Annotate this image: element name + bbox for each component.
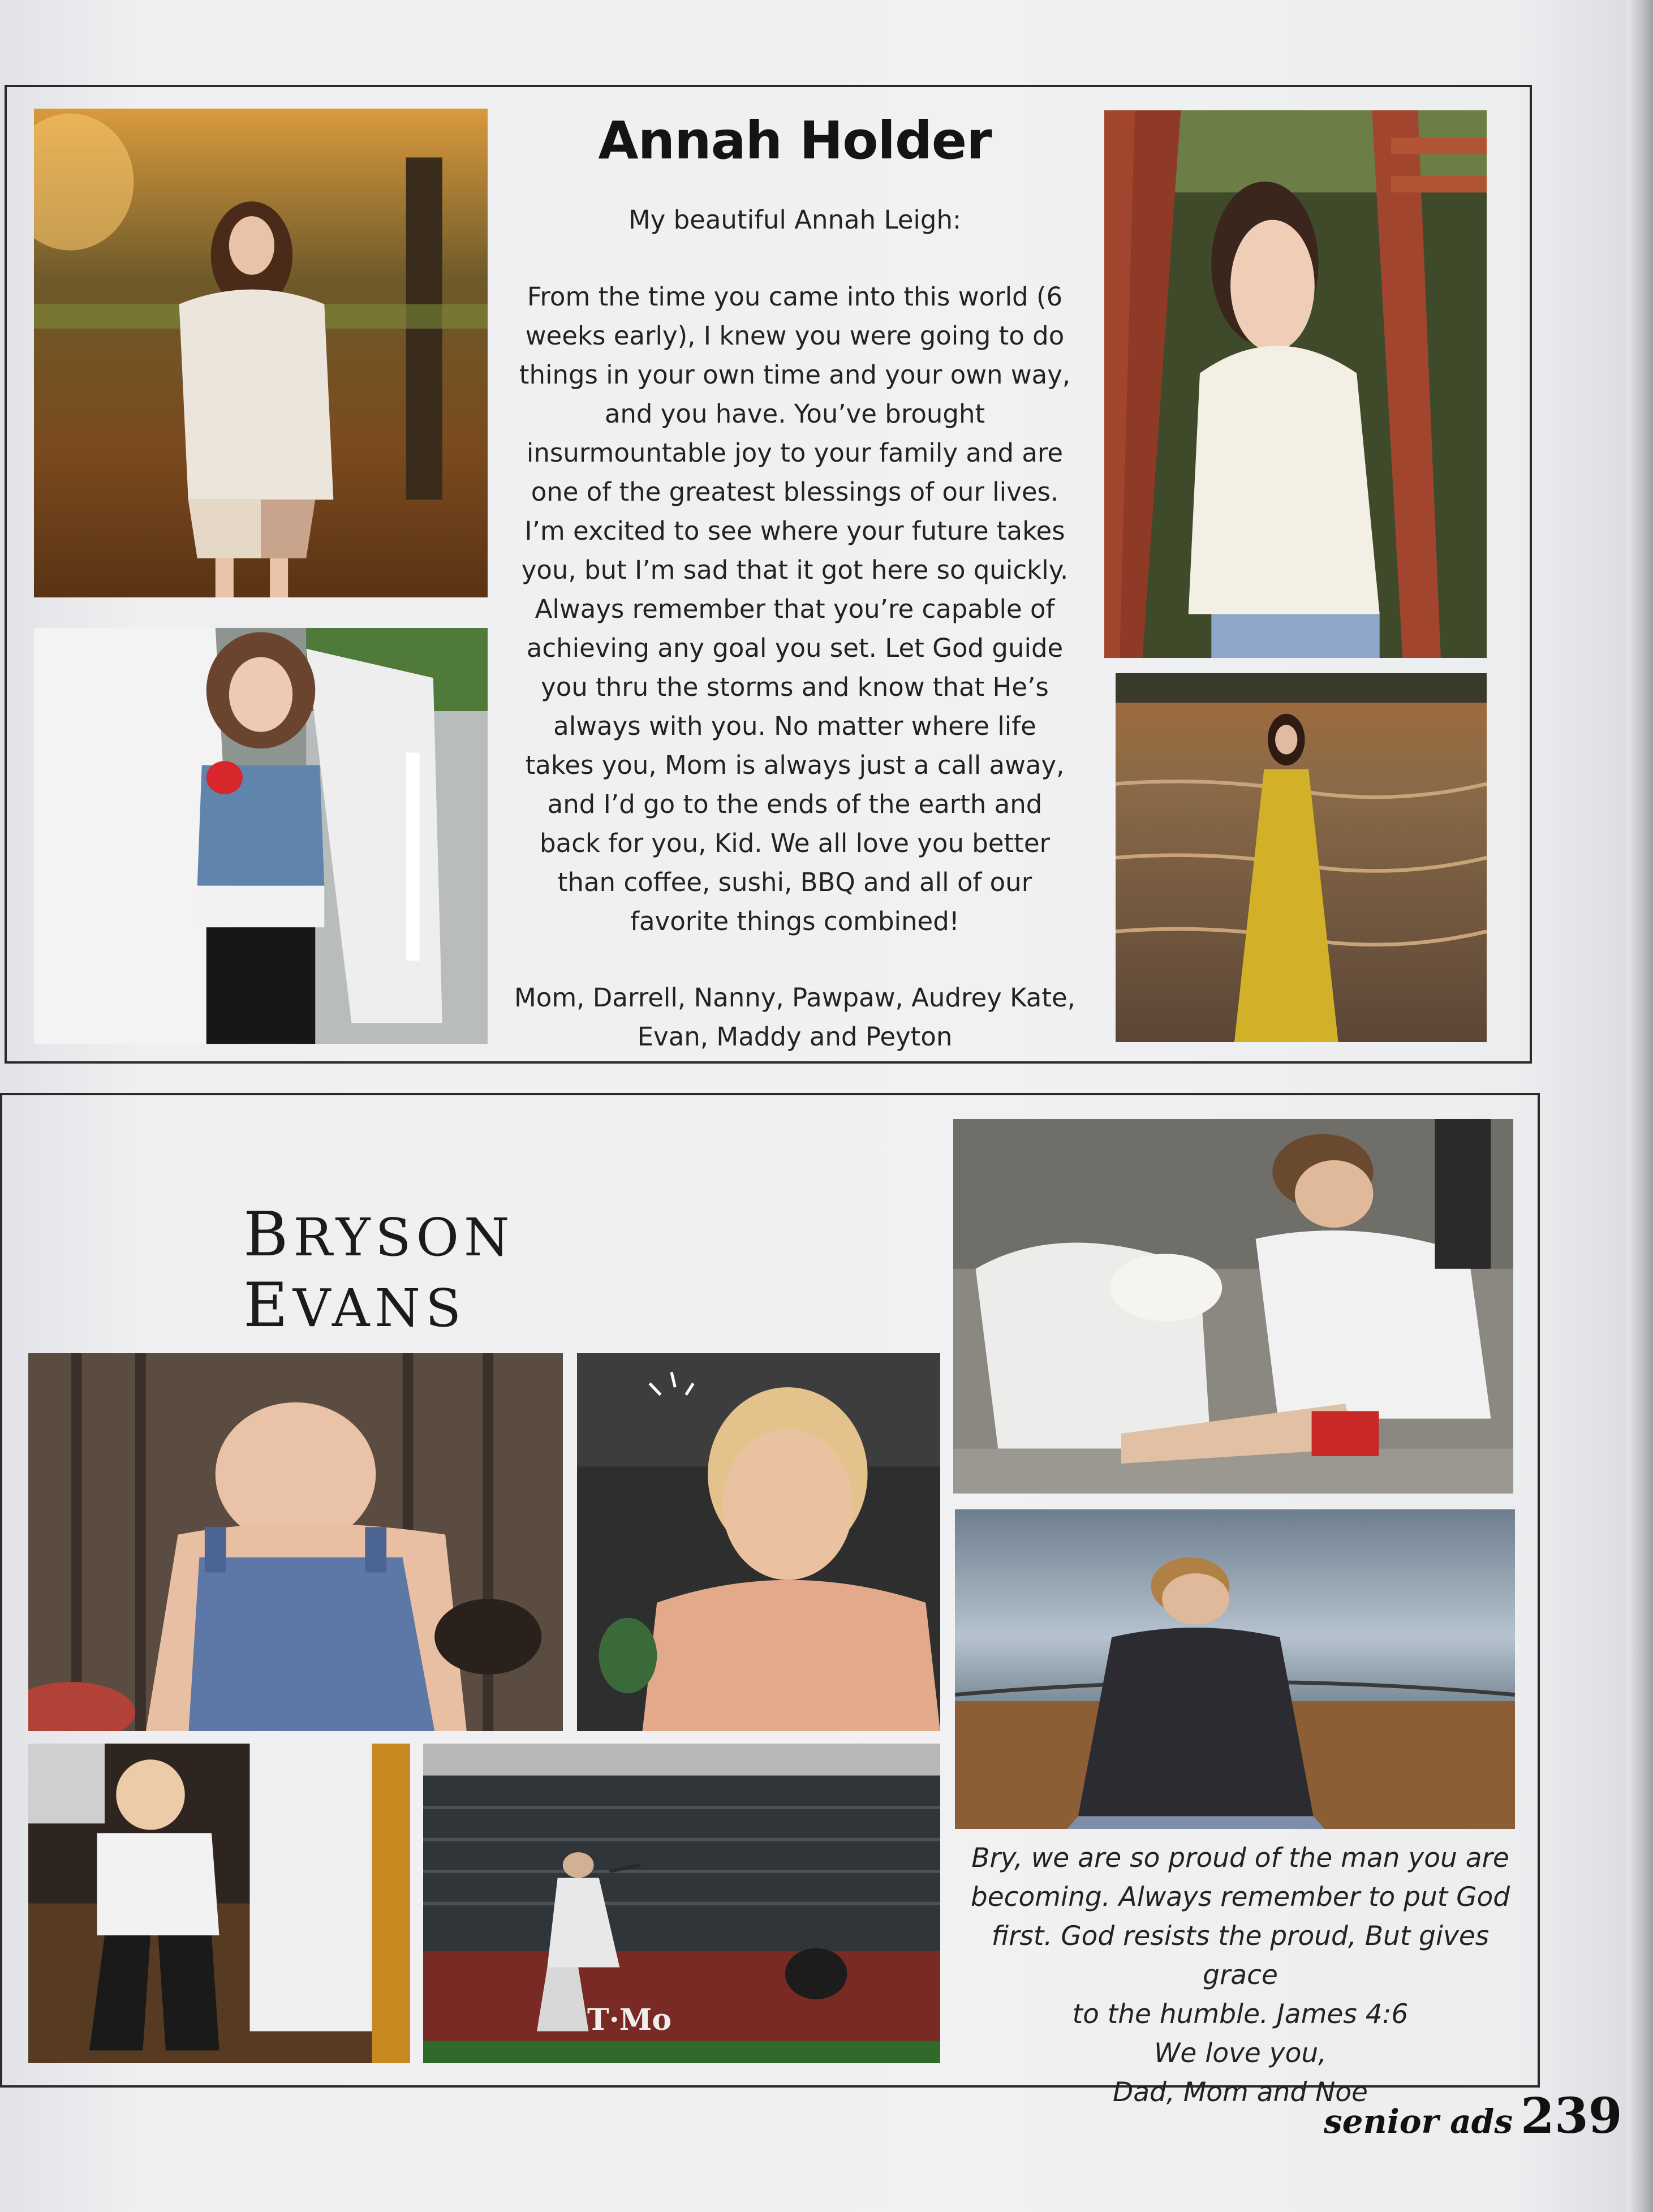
photo-bryson-baby-overalls: [28, 1353, 563, 1731]
signoff-line: Evan, Maddy and Peyton: [637, 1022, 953, 1052]
photo-annah-child-by-car: [34, 628, 488, 1044]
signoff-line: Mom, Darrell, Nanny, Pawpaw, Audrey Kate,: [514, 983, 1076, 1013]
photo-annah-yellow-dress-river: [1116, 673, 1487, 1042]
letter-line: one of the greatest blessings of our lives.: [531, 477, 1059, 507]
photo-bryson-smiling-toddler: [577, 1353, 940, 1731]
letter-line: Always remember that you’re capable of: [535, 594, 1055, 624]
photo-annah-toddler-swing: [1104, 110, 1487, 658]
letter-line: weeks early), I knew you were going to do: [525, 321, 1065, 351]
caption-line: first. God resists the proud, But gives grace: [991, 1921, 1490, 1991]
section-label: senior ads: [1324, 2102, 1513, 2141]
letter-line: things in your own time and your own way,: [519, 360, 1071, 390]
letter-line: insurmountable joy to your family and are: [526, 438, 1064, 468]
letter-line: and you have. You’ve brought: [604, 399, 985, 429]
photo-bryson-with-bulldog: [953, 1119, 1513, 1494]
letter-line: achieving any goal you set. Let God guide: [526, 633, 1064, 663]
caption-line: We love you,: [1153, 2038, 1327, 2069]
photo-bryson-toddler-boots: [28, 1744, 410, 2063]
photo-annah-autumn-portrait: [34, 109, 488, 597]
caption-line: Bry, we are so proud of the man you are: [971, 1843, 1509, 1874]
letter-line: I’m excited to see where your future takes: [524, 516, 1065, 546]
photo-bryson-baseball-swing: [423, 1744, 940, 2063]
letter-line: favorite things combined!: [630, 906, 959, 936]
letter-line: always with you. No matter where life: [553, 711, 1036, 741]
page-folio: [1324, 2088, 1622, 2145]
ad-title-bryson-evans: BRYSON EVANS: [243, 1199, 515, 1341]
letter-line: than coffee, sushi, BBQ and all of our: [557, 867, 1032, 897]
letter-line: takes you, Mom is always just a call away,: [525, 750, 1065, 780]
ad-caption-bryson: [953, 1839, 1527, 2112]
caption-line: Dad, Mom and Noe: [1113, 2077, 1368, 2108]
letter-line: and I’d go to the ends of the earth and: [547, 789, 1043, 819]
ad-salutation: My beautiful Annah Leigh:: [628, 205, 962, 235]
ad-title-annah-holder: Annah Holder: [598, 110, 992, 171]
stadium-sign-text: T·Mo: [587, 2003, 672, 2037]
letter-line: From the time you came into this world (6: [527, 282, 1063, 312]
ad-letter-body: [498, 277, 1092, 941]
photo-bryson-senior-portrait: [955, 1509, 1515, 1829]
caption-line: to the humble. James 4:6: [1072, 1999, 1409, 2030]
page-number: 239: [1520, 2088, 1622, 2145]
letter-line: you thru the storms and know that He’s: [541, 672, 1049, 702]
page-spine-shadow: [1627, 0, 1653, 2212]
letter-line: back for you, Kid. We all love you better: [540, 828, 1050, 858]
ad-signoff: [498, 978, 1092, 1056]
caption-line: becoming. Always remember to put God: [970, 1882, 1510, 1913]
letter-line: you, but I’m sad that it got here so quickly.: [521, 555, 1069, 585]
